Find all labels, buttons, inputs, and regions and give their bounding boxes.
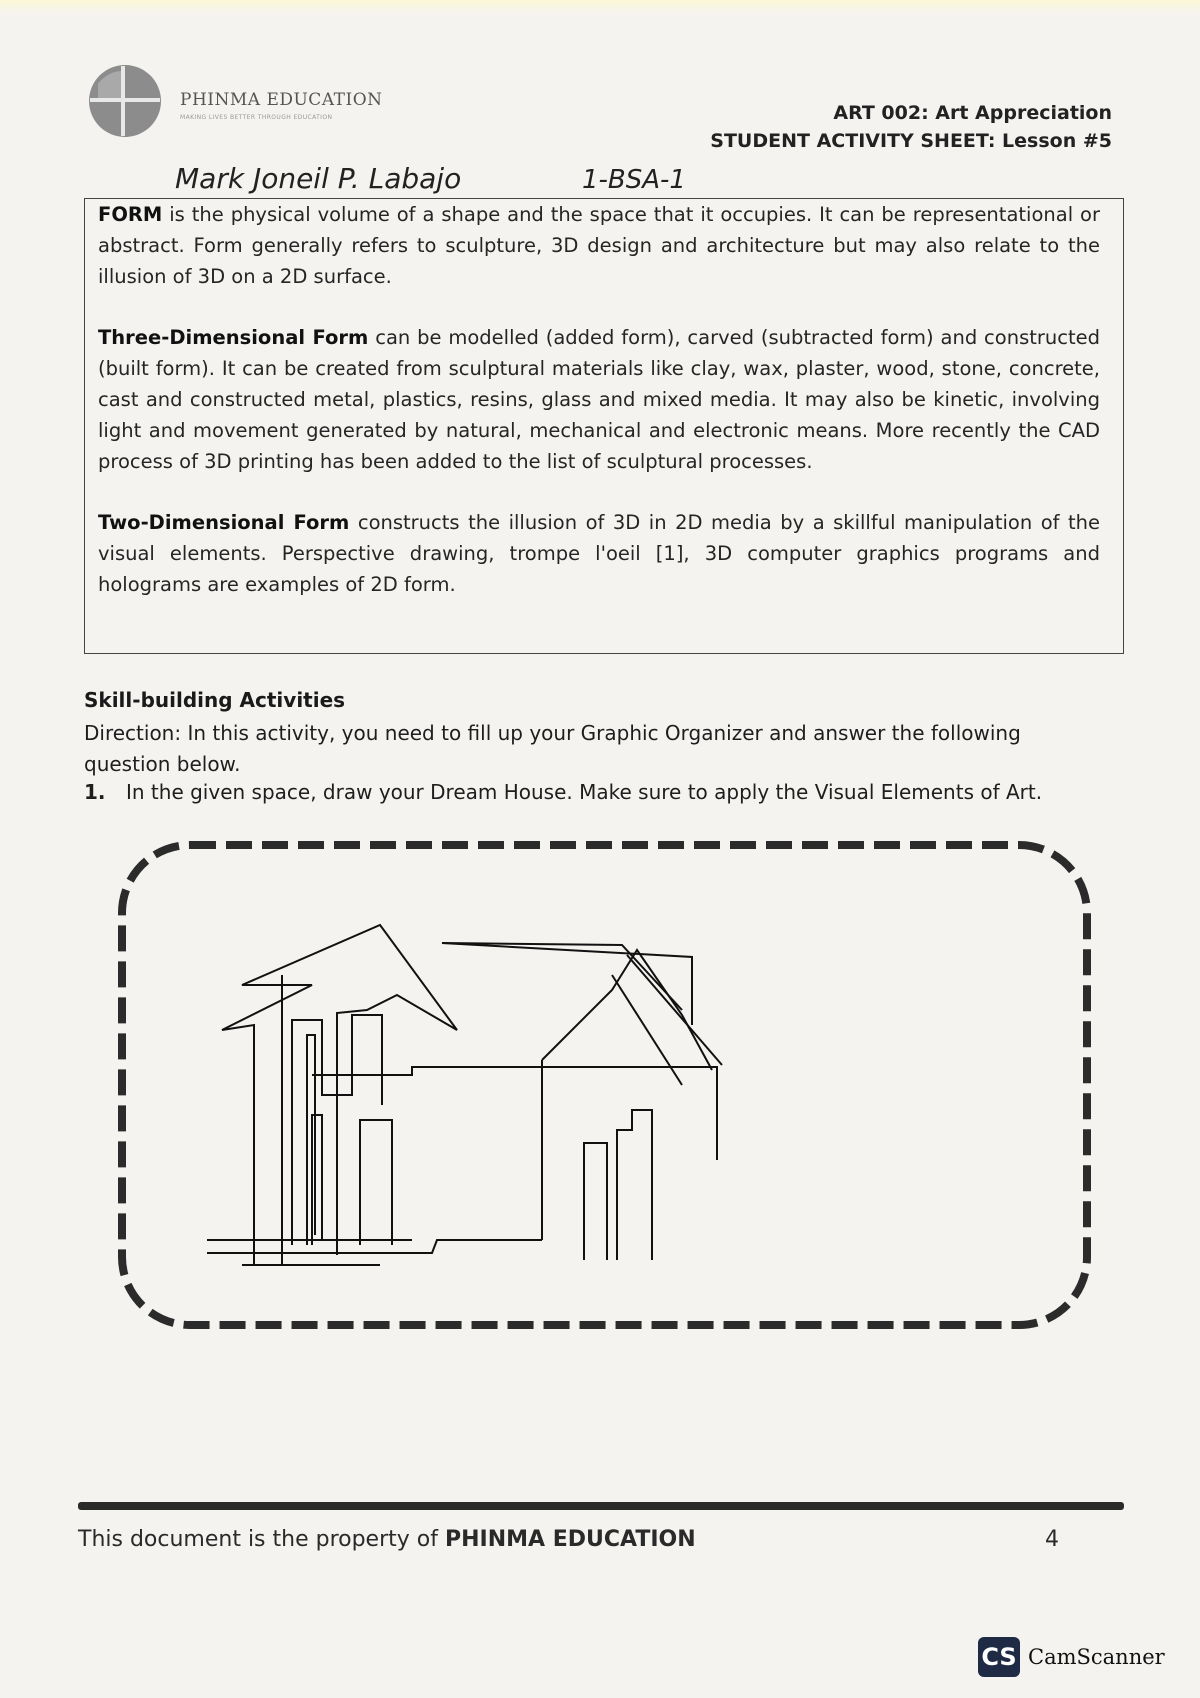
section-heading: Skill-building Activities [84,688,346,712]
form-term: FORM [98,203,163,226]
page-number: 4 [1045,1527,1059,1552]
activity-sheet-title: STUDENT ACTIVITY SHEET: Lesson #5 [710,130,1112,152]
course-header [710,99,1112,155]
course-title: ART 002: Art Appreciation [833,102,1112,124]
direction-text: Direction: In this activity, you need to fill up your Graphic Organizer and answer the following question below. [84,721,1021,776]
three-d-paragraph [98,322,1100,477]
two-d-text: constructs the illusion of 3D in 2D media by a skillful manipulation of the visual elements. Perspective drawing, trompe l'oeil [1], 3D computer graphics programs and holograms are examples of 2D form. [98,511,1100,596]
phinma-logo-icon [88,64,162,138]
three-d-text: can be modelled (added form), carved (subtracted form) and constructed (built form). It can be created from sculptural materials like clay, wax, plaster, wood, stone, concrete, cast and constructed metal, plastics, resins, glass and mixed media. It may also be kinetic, involving light and movement generated by natural, mechanical and electronic means. More recently the CAD process of 3D printing has been added to the list of sculptural processes. [98,326,1100,473]
student-section: 1-BSA-1 [582,165,686,195]
three-d-term: Three-Dimensional Form [98,326,369,349]
brand-name: PHINMA EDUCATION [180,90,383,110]
footer-note [78,1527,696,1552]
footer-org: PHINMA EDUCATION [444,1527,696,1552]
camscanner-logo-icon: CS [978,1637,1020,1677]
form-text: is the physical volume of a shape and the space that it occupies. It can be representational or abstract. Form generally refers to sculpture, 3D design and architecture but may also relate to the illusion of 3D on a 2D surface. [98,203,1100,288]
camscanner-watermark: CamScanner [1028,1645,1165,1669]
form-definition-box [84,198,1124,654]
task-item [84,780,1042,804]
house-sketch [207,925,722,1265]
scan-edge [0,0,1200,14]
student-name: Mark Joneil P. Labajo [175,162,462,195]
handwritten-name [175,158,715,198]
two-d-paragraph [98,507,1100,600]
form-paragraph [98,199,1100,292]
footer-prefix: This document is the property of [78,1527,445,1552]
task-text: In the given space, draw your Dream House. Make sure to apply the Visual Elements of Art. [126,780,1043,804]
footer-rule [78,1502,1124,1510]
dream-house-drawing-area [112,835,1097,1340]
two-d-term: Two-Dimensional Form [98,511,350,534]
brand-tagline: MAKING LIVES BETTER THROUGH EDUCATION [180,114,333,121]
task-number: 1. [84,780,106,804]
